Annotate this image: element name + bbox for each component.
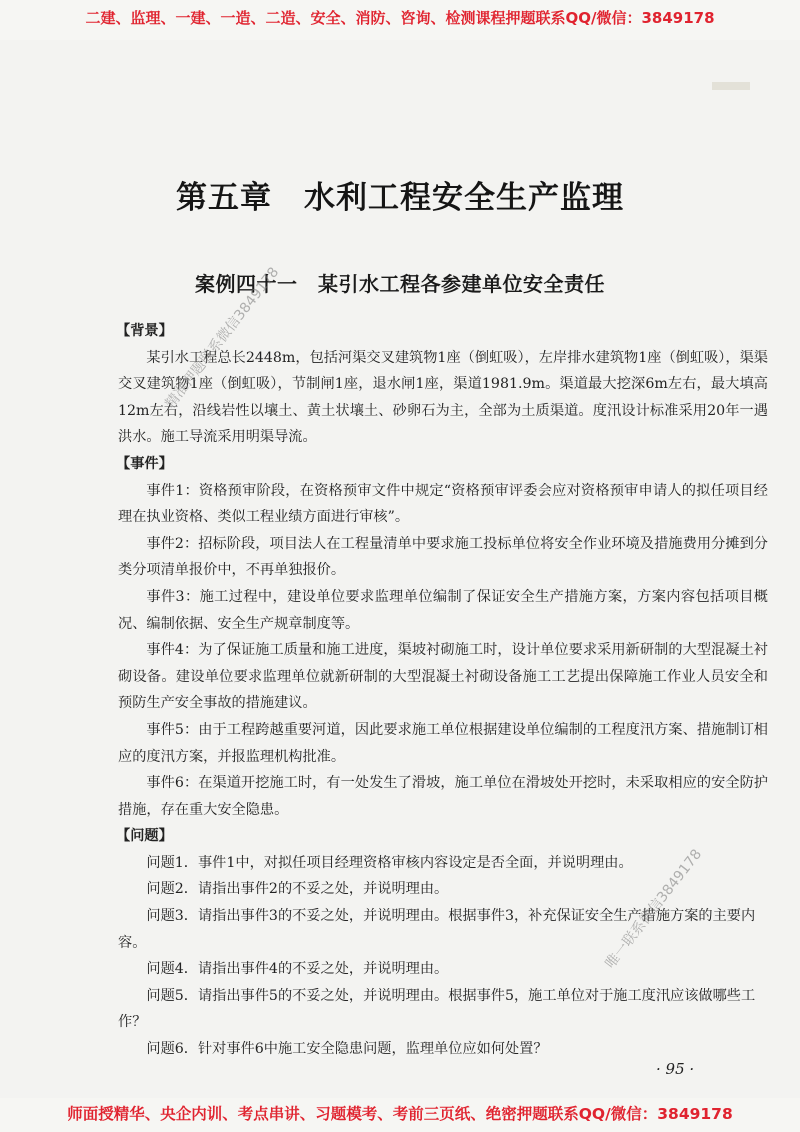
top-banner: 二建、监理、一建、一造、二造、安全、消防、咨询、检测课程押题联系QQ/微信：3849178 xyxy=(85,9,715,27)
question-item: 问题5．请指出事件5的不妥之处，并说明理由。根据事件5，施工单位对于施工度汛应该做哪些工作？ xyxy=(118,987,756,1031)
event-paragraph: 事件3：施工过程中，建设单位要求监理单位编制了保证安全生产措施方案，方案内容包括项目概况、编制依据、安全生产规章制度等。 xyxy=(118,588,768,632)
scan-artifact xyxy=(712,82,750,90)
watermark-text: 唯一联系微信3849178 xyxy=(602,846,706,972)
case-title: 案例四十一 某引水工程各参建单位安全责任 xyxy=(195,272,605,296)
question-item: 问题6．针对事件6中施工安全隐患问题，监理单位应如何处置？ xyxy=(146,1041,548,1058)
questions-label: 【问题】 xyxy=(116,828,173,845)
event-paragraph: 事件1：资格预审阶段，在资格预审文件中规定“资格预审评委会应对资格预审申请人的拟任项目经理在执业资格、类似工程业绩方面进行审核”。 xyxy=(118,482,768,526)
chapter-title: 第五章 水利工程安全生产监理 xyxy=(176,180,624,216)
case-body xyxy=(118,318,768,1063)
background-label: 【背景】 xyxy=(116,323,173,339)
background-paragraph: 某引水工程总长2448m，包括河渠交叉建筑物1座（倒虹吸），左岸排水建筑物1座（倒虹吸），渠渠交叉建筑物1座（倒虹吸），节制闸1座，退水闸1座，渠道1981.9m。渠道最大挖深6m左右，最大填高12m左右，沿线岩性以壤土、黄土状壤土、砂卵石为主，全部为土质渠道。度汛设计标准采用20年一遇洪水。施工导流采用明渠导流。 xyxy=(118,349,768,446)
question-item: 问题2．请指出事件2的不妥之处，并说明理由。 xyxy=(146,881,449,898)
question-item: 问题4．请指出事件4的不妥之处，并说明理由。 xyxy=(146,961,449,978)
bottom-banner: 师面授精华、央企内训、考点串讲、习题模考、考前三页纸、绝密押题联系QQ/微信：3849178 xyxy=(67,1105,733,1123)
question-item: 问题1．事件1中，对拟任项目经理资格审核内容设定是否全面，并说明理由。 xyxy=(146,854,633,871)
event-paragraph: 事件6：在渠道开挖施工时，有一处发生了滑坡，施工单位在滑坡处开挖时，未采取相应的安全防护措施，存在重大安全隐患。 xyxy=(118,775,768,818)
question-item: 问题3．请指出事件3的不妥之处，并说明理由。根据事件3，补充保证安全生产措施方案的主要内容。 xyxy=(118,908,756,951)
page-number: · 95 · xyxy=(656,1060,695,1078)
event-paragraph: 事件2：招标阶段，项目法人在工程量清单中要求施工投标单位将安全作业环境及措施费用分摊到分类分项清单报价中，不再单独报价。 xyxy=(118,535,768,579)
watermark-text: 精准押题联系微信3849178 xyxy=(162,264,283,412)
events-label: 【事件】 xyxy=(116,455,173,472)
event-paragraph: 事件4：为了保证施工质量和施工进度，渠坡衬砌施工时，设计单位要求采用新研制的大型混凝土衬砌设备。建设单位要求监理单位就新研制的大型混凝土衬砌设备施工工艺提出保障施工作业人员安全和预防生产安全事故的措施建议。 xyxy=(118,642,768,712)
event-paragraph: 事件5：由于工程跨越重要河道，因此要求施工单位根据建设单位编制的工程度汛方案、措施制订相应的度汛方案，并报监理机构批准。 xyxy=(118,721,768,765)
